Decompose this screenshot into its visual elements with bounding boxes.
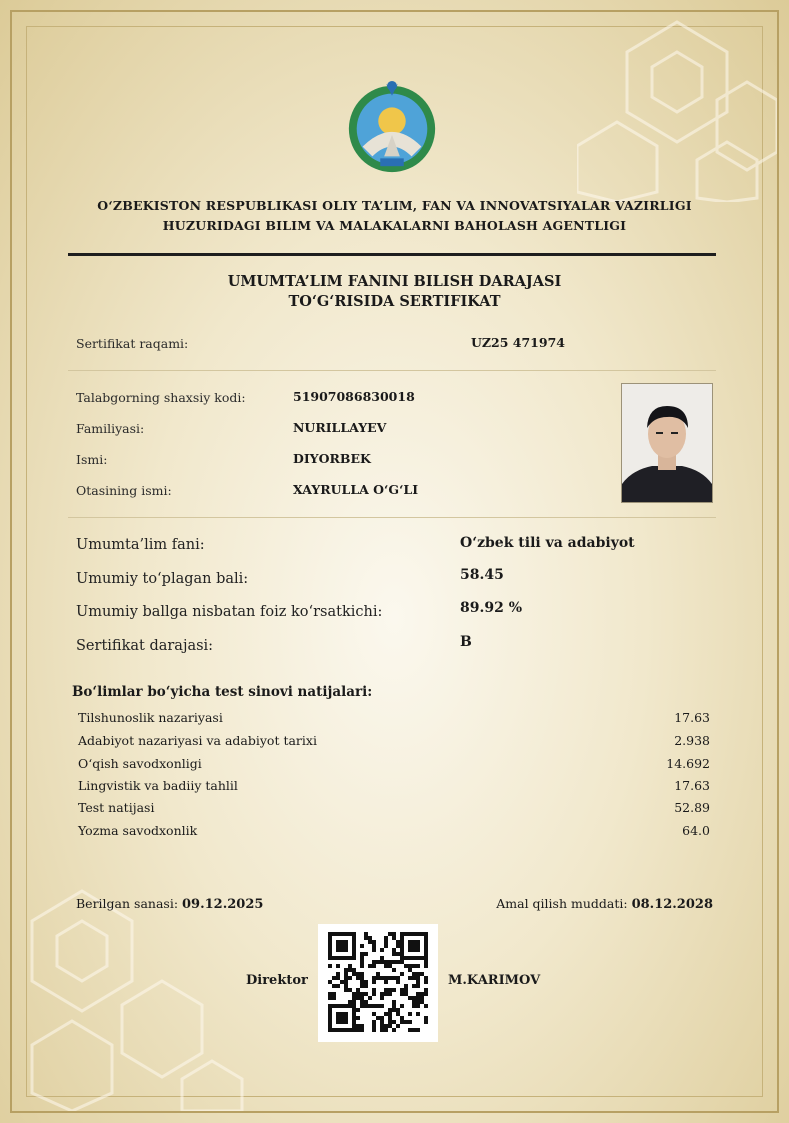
section-row: [78, 710, 710, 732]
section-row: [78, 778, 710, 800]
section-score: 2.938: [674, 733, 710, 748]
section-name: Test natijasi: [78, 800, 155, 815]
section-row: [78, 800, 710, 822]
certificate-number-label: Sertifikat raqami:: [76, 336, 189, 351]
corner-pattern-top-right: [577, 12, 777, 202]
director-name: M.KARIMOV: [448, 973, 541, 988]
section-row: [78, 823, 710, 845]
ministry-line-2: HUZURIDAGI BILIM VA MALAKALARNI BAHOLASH AGENTLIGI: [162, 218, 627, 233]
sections-title: Bo‘limlar bo‘yicha test sinovi natijalari:: [72, 684, 373, 700]
name-label: Ismi:: [76, 452, 108, 467]
percentage-label: Umumiy ballga nisbatan foiz ko‘rsatkichi:: [76, 604, 383, 620]
heading-divider: [68, 253, 716, 256]
certificate-number-value: UZ25 471974: [471, 335, 565, 350]
portrait-silhouette-icon: [622, 384, 712, 502]
qr-code-icon[interactable]: [318, 924, 438, 1042]
grade-value: B: [460, 634, 472, 650]
section-score: 17.63: [674, 778, 710, 793]
issue-date-label: Berilgan sanasi:: [76, 896, 179, 911]
section-score: 14.692: [666, 756, 710, 771]
portrait-photo: [621, 383, 713, 503]
state-emblem-icon: [343, 78, 441, 176]
title-line-1: UMUMTA’LIM FANINI BILISH DARAJASI: [227, 273, 562, 290]
title-line-2: TO‘G‘RISIDA SERTIFIKAT: [288, 293, 501, 310]
section-name: Tilshunoslik nazariyasi: [78, 710, 223, 725]
section-row: [78, 756, 710, 778]
surname-label: Familiyasi:: [76, 421, 145, 436]
director-label: Direktor: [246, 973, 308, 988]
qr-code-graphic: [318, 924, 438, 1042]
surname-value: NURILLAYEV: [293, 420, 387, 435]
ministry-line-1: O‘ZBEKISTON RESPUBLIKASI OLIY TA’LIM, FAN VA INNOVATSIYALAR VAZIRLIGI: [97, 198, 692, 213]
patronymic-label: Otasining ismi:: [76, 483, 172, 498]
subject-label: Umumta’lim fani:: [76, 537, 205, 553]
section-score: 52.89: [674, 800, 710, 815]
total-score-label: Umumiy to‘plagan bali:: [76, 571, 249, 587]
validity-date-value: 08.12.2028: [631, 897, 713, 912]
validity-date-label: Amal qilish muddati:: [496, 896, 628, 911]
patronymic-value: XAYRULLA O‘G‘LI: [293, 482, 419, 497]
certificate-title: [40, 272, 749, 312]
percentage-value: 89.92 %: [460, 600, 523, 616]
subject-value: O‘zbek tili va adabiyot: [460, 535, 635, 551]
issue-date-value: 09.12.2025: [182, 897, 264, 912]
section-name: O‘qish savodxonligi: [78, 756, 202, 771]
section-name: Yozma savodxonlik: [78, 823, 198, 838]
name-value: DIYORBEK: [293, 451, 371, 466]
section-row: [78, 733, 710, 755]
validity-date: [496, 896, 713, 912]
grade-label: Sertifikat darajasi:: [76, 638, 214, 654]
section-name: Lingvistik va badiiy tahlil: [78, 778, 238, 793]
divider-1: [68, 370, 716, 371]
issue-date: [76, 896, 263, 912]
total-score-value: 58.45: [460, 567, 504, 583]
ministry-heading: [40, 196, 749, 236]
section-score: 64.0: [682, 823, 710, 838]
section-name: Adabiyot nazariyasi va adabiyot tarixi: [78, 733, 317, 748]
personal-code-label: Talabgorning shaxsiy kodi:: [76, 390, 246, 405]
section-score: 17.63: [674, 710, 710, 725]
personal-code-value: 51907086830018: [293, 389, 415, 404]
divider-2: [68, 517, 716, 518]
